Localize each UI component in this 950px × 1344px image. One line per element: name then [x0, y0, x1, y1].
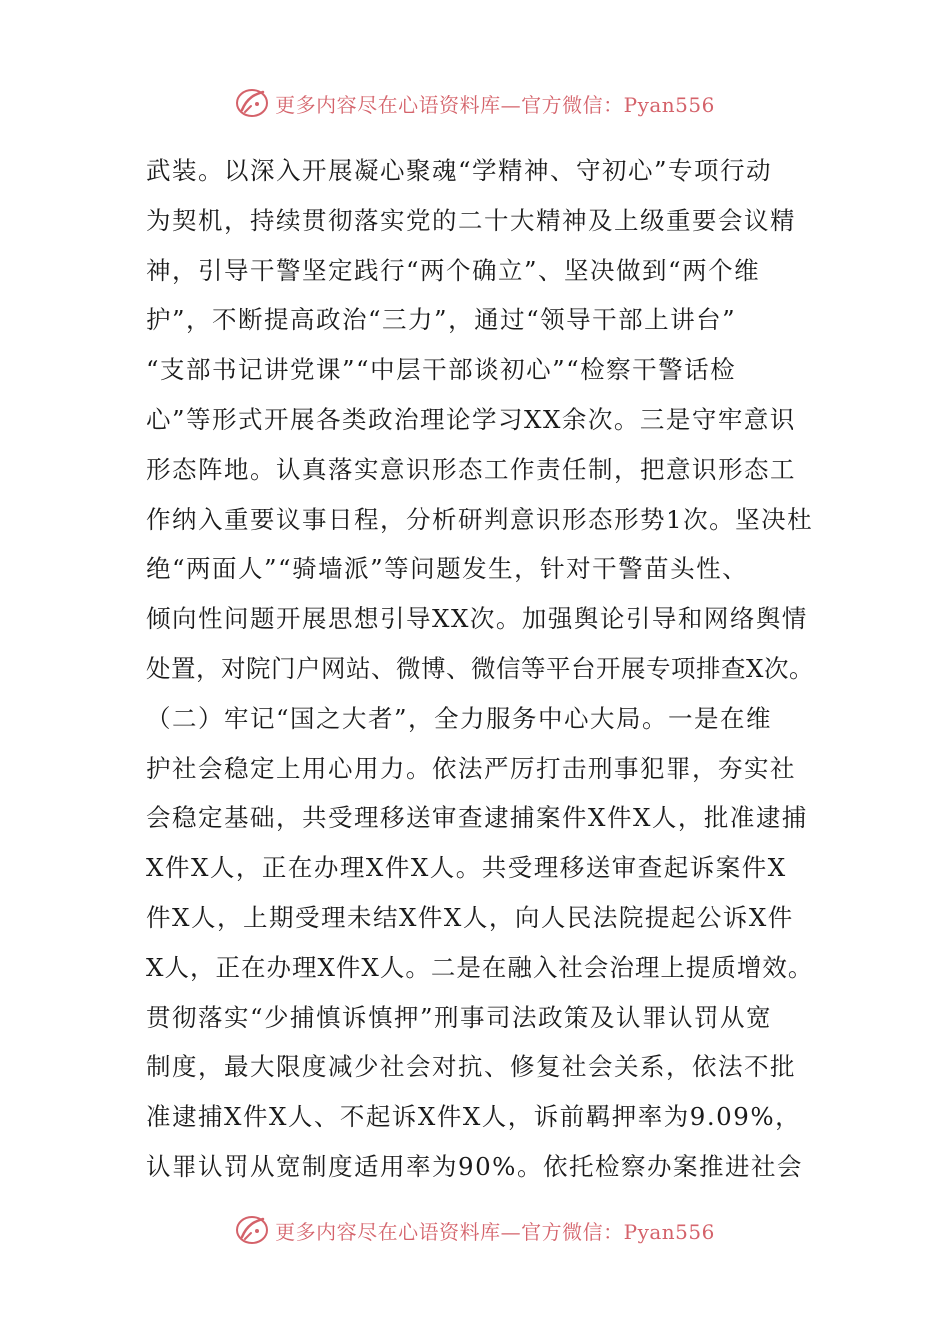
header-watermark [0, 83, 950, 123]
text-line: 形态阵地。认真落实意识形态工作责任制，把意识形态工 [146, 454, 796, 484]
watermark-text: 更多内容尽在心语资料库—官方微信：Pyan556 [275, 92, 715, 117]
text-line: 件X人，上期受理未结X件X人，向人民法院提起公诉X件 [146, 902, 794, 932]
text-line: 护社会稳定上用心用力。依法严厉打击刑事犯罪，夯实社 [146, 753, 796, 783]
text-line: “支部书记讲党课”“中层干部谈初心”“检察干警话检 [146, 355, 737, 385]
footer-watermark [0, 1210, 950, 1250]
document-body [146, 146, 826, 1192]
text-line: 绝“两面人”“骑墙派”等问题发生，针对干警苗头性、 [146, 554, 749, 584]
text-line: 为契机，持续贯彻落实党的二十大精神及上级重要会议精 [146, 205, 796, 235]
watermark-text: 更多内容尽在心语资料库—官方微信：Pyan556 [275, 1219, 715, 1244]
text-line: 武装。以深入开展凝心聚魂“学精神、守初心”专项行动 [146, 156, 773, 185]
text-line: 心”等形式开展各类政治理论学习XX余次。三是守牢意识 [146, 404, 796, 434]
text-line: 处置，对院门户网站、微博、微信等平台开展专项排查X次。 [146, 653, 814, 683]
pen-signature-icon [235, 1213, 269, 1247]
text-line: 准逮捕X件X人、不起诉X件X人，诉前羁押率为9.09%， [146, 1102, 802, 1132]
section-heading-line: （二）牢记“国之大者”，全力服务中心大局。一是在维 [146, 703, 773, 733]
text-line: 护”，不断提高政治“三力”，通过“领导干部上讲台” [146, 305, 737, 335]
text-line: 制度，最大限度减少社会对抗、修复社会关系，依法不批 [146, 1052, 796, 1082]
text-line: 认罪认罚从宽制度适用率为90%。依托检察办案推进社会 [146, 1151, 803, 1181]
text-line: 神，引导干警坚定践行“两个确立”、坚决做到“两个维 [146, 255, 761, 285]
text-line: 倾向性问题开展思想引导XX次。加强舆论引导和网络舆情 [146, 604, 808, 634]
text-line: X件X人，正在办理X件X人。共受理移送审查起诉案件X [146, 853, 787, 883]
text-line: 贯彻落实“少捕慎诉慎押”刑事司法政策及认罪认罚从宽 [146, 1002, 773, 1032]
pen-signature-icon [235, 86, 269, 120]
text-line: 作纳入重要议事日程，分析研判意识形态形势1次。坚决杜 [146, 504, 814, 534]
text-line: X人，正在办理X件X人。二是在融入社会治理上提质增效。 [146, 952, 814, 982]
text-line: 会稳定基础，共受理移送审查逮捕案件X件X人，批准逮捕 [146, 803, 808, 833]
